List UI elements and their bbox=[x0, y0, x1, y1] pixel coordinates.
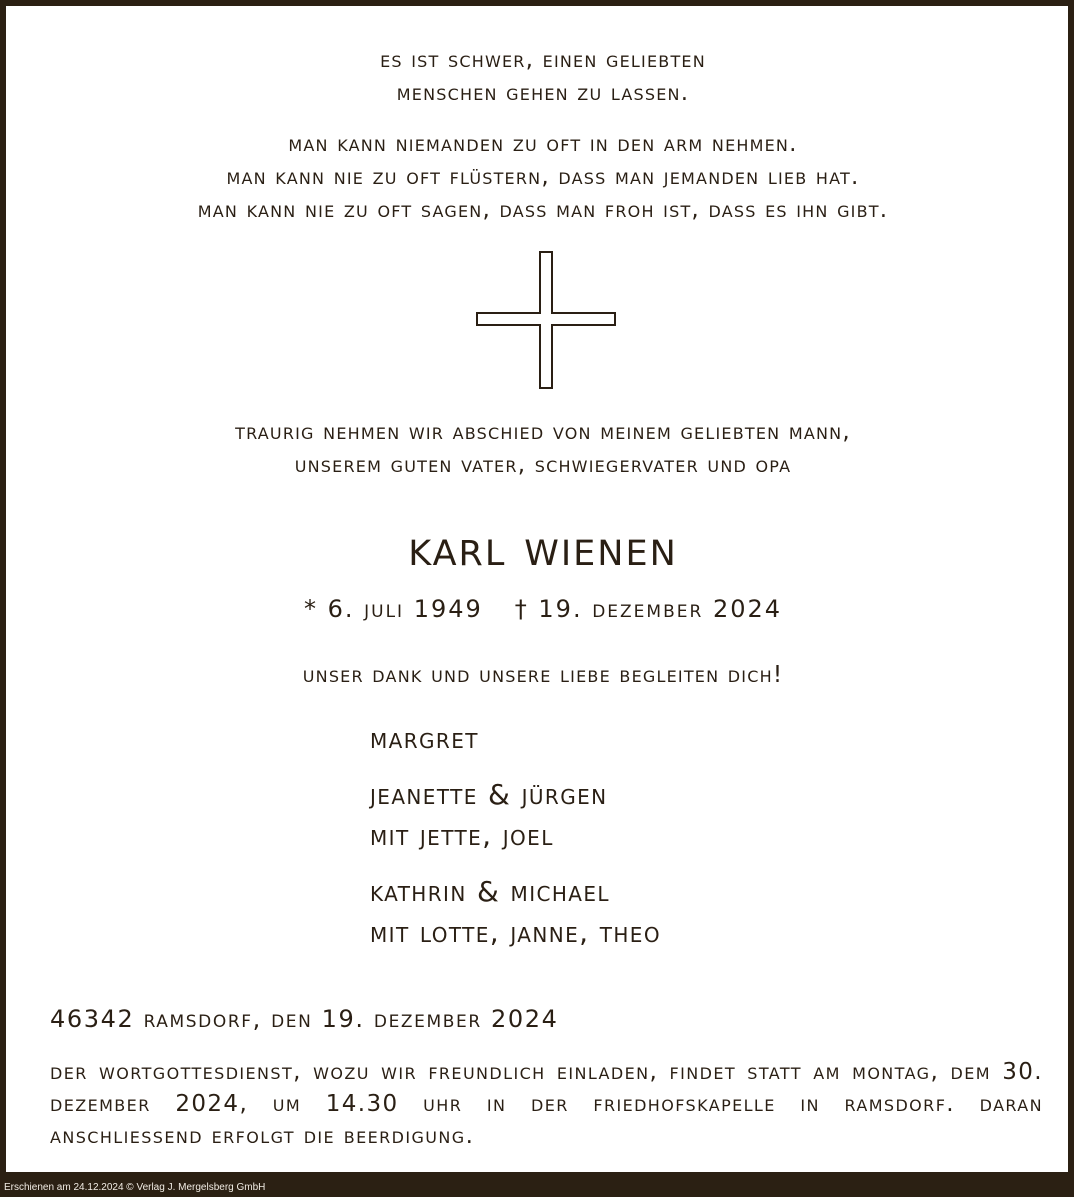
life-dates bbox=[6, 592, 1074, 626]
deceased-name: karl wienen bbox=[408, 519, 678, 577]
mourner-group bbox=[370, 871, 661, 953]
quote-block-2 bbox=[6, 128, 1074, 227]
intro-text bbox=[6, 416, 1074, 482]
service-info: der wortgottesdienst, wozu wir freundlich einladen, findet statt am montag, dem 30. dezember 2024, um 14.30 uhr in der friedhofskapelle in ramsdorf. daran anschliessend erfolgt die beerdigung. bbox=[50, 1059, 1043, 1149]
quote-line: man kann niemanden zu oft in den arm nehmen. bbox=[288, 131, 798, 157]
thanks-line: unser dank und unsere liebe begleiten dich! bbox=[302, 662, 784, 688]
quote-line: man kann nie zu oft flüstern, dass man jemanden lieb hat. bbox=[226, 164, 860, 190]
mourner-name: margret bbox=[370, 722, 479, 755]
mourner-children: mit jette, joel bbox=[370, 819, 554, 852]
quote-line: man kann nie zu oft sagen, dass man froh ist, dass es ihn gibt. bbox=[197, 197, 889, 223]
publication-footer bbox=[0, 1178, 1074, 1197]
quote-block-1 bbox=[6, 44, 1074, 110]
footer-text: Erschienen am 24.12.2024 © Verlag J. Mergelsberg GmbH bbox=[4, 1182, 266, 1193]
death-date: † 19. dezember 2024 bbox=[514, 595, 783, 623]
cross-icon bbox=[476, 251, 616, 389]
quote-line: menschen gehen zu lassen. bbox=[396, 80, 690, 106]
intro-line: traurig nehmen wir abschied von meinem geliebten mann, bbox=[235, 419, 851, 445]
mourners-list bbox=[370, 718, 661, 968]
birth-date: * 6. juli 1949 bbox=[303, 595, 483, 623]
mourner-name: kathrin & michael bbox=[370, 875, 610, 908]
mourner-group bbox=[370, 718, 661, 759]
mourner-children: mit lotte, janne, theo bbox=[370, 916, 661, 949]
place-date: 46342 ramsdorf, den 19. dezember 2024 bbox=[50, 1005, 559, 1033]
quote-line: es ist schwer, einen geliebten bbox=[380, 47, 706, 73]
intro-line: unserem guten vater, schwiegervater und opa bbox=[294, 452, 792, 478]
mourner-group bbox=[370, 774, 661, 856]
mourner-name: jeanette & jürgen bbox=[370, 778, 608, 811]
